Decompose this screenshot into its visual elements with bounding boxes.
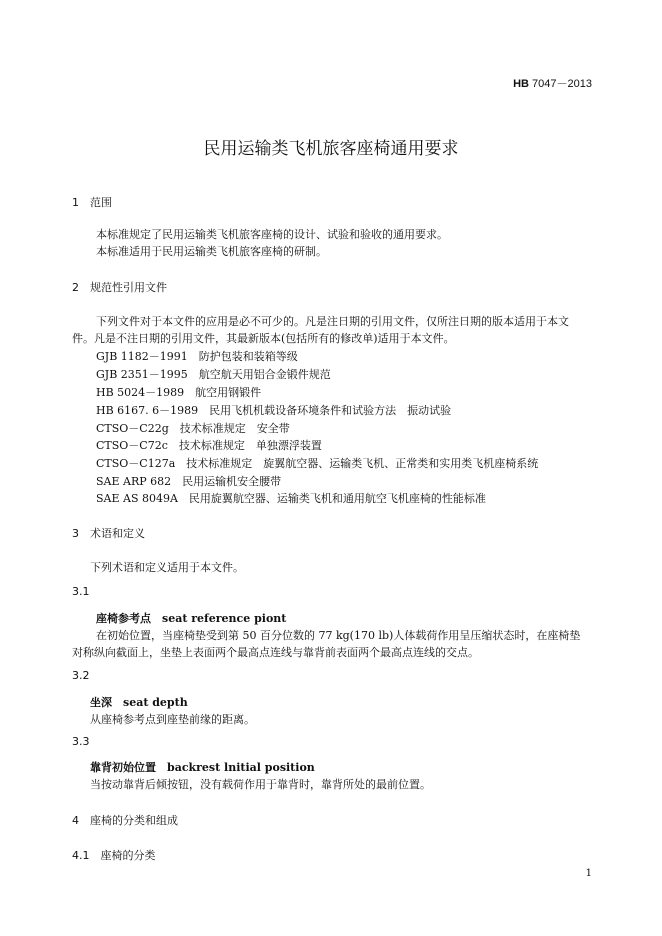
section-4-heading: 4 座椅的分类和组成	[72, 814, 178, 827]
document-title: 民用运输类飞机旅客座椅通用要求	[203, 139, 459, 159]
term-3-2-definition: 从座椅参考点到座垫前缘的距离。	[90, 713, 255, 726]
document-code-number: 7047－2013	[532, 78, 592, 90]
section-2-heading: 2 规范性引用文件	[72, 281, 167, 294]
reference-item: GJB 1182－1991 防护包装和装箱等级	[96, 350, 298, 363]
term-3-3-title: 靠背初始位置 backrest lnitial position	[90, 761, 315, 774]
reference-item: SAE AS 8049A 民用旋翼航空器、运输类飞机和通用航空飞机座椅的性能标准	[96, 492, 486, 505]
term-3-2-number: 3.2	[72, 669, 90, 682]
term-3-1-definition-line-1: 在初始位置，当座椅垫受到第 50 百分位数的 77 kg(170 lb)人体载荷作用呈压缩状态时，在座椅垫	[96, 629, 581, 642]
section-3-heading: 3 术语和定义	[72, 527, 145, 540]
page-number: 1	[585, 868, 592, 879]
section-1-heading: 1 范围	[72, 196, 112, 209]
section-1-paragraph-2: 本标准适用于民用运输类飞机旅客座椅的研制。	[96, 245, 327, 258]
reference-item: CTSO－C22g 技术标准规定 安全带	[96, 422, 290, 435]
reference-item: SAE ARP 682 民用运输机安全腰带	[96, 475, 282, 488]
term-3-2-title: 坐深 seat depth	[90, 696, 188, 709]
document-code	[513, 75, 592, 91]
term-3-1-title: 座椅参考点 seat reference piont	[96, 612, 287, 625]
reference-item: CTSO－C127a 技术标准规定 旋翼航空器、运输类飞机、正常类和实用类飞机座椅系统	[96, 457, 539, 470]
reference-item: CTSO－C72c 技术标准规定 单独漂浮装置	[96, 439, 322, 452]
reference-item: GJB 2351－1995 航空航天用铝合金锻件规范	[96, 368, 331, 381]
reference-item: HB 5024－1989 航空用钢锻件	[96, 386, 262, 399]
term-3-3-definition: 当按动靠背后倾按钮，没有载荷作用于靠背时，靠背所处的最前位置。	[90, 778, 431, 791]
section-1-paragraph-1: 本标准规定了民用运输类飞机旅客座椅的设计、试验和验收的通用要求。	[96, 228, 448, 241]
term-3-3-number: 3.3	[72, 735, 90, 748]
section-2-paragraph-line-2: 件。凡是不注日期的引用文件，其最新版本(包括所有的修改单)适用于本文件。	[72, 332, 455, 345]
term-3-1-number: 3.1	[72, 585, 90, 598]
section-2-paragraph-line-1: 下列文件对于本文件的应用是必不可少的。凡是注日期的引用文件，仅所注日期的版本适用于本文	[96, 315, 569, 328]
term-3-1-definition-line-2: 对称纵向截面上，坐垫上表面两个最高点连线与靠背前表面两个最高点连线的交点。	[72, 646, 479, 659]
section-3-intro: 下列术语和定义适用于本文件。	[90, 561, 244, 574]
reference-item: HB 6167. 6－1989 民用飞机机载设备环境条件和试验方法 振动试验	[96, 404, 452, 417]
section-4-1-heading: 4.1 座椅的分类	[72, 849, 156, 862]
document-code-prefix: HB	[513, 78, 529, 90]
